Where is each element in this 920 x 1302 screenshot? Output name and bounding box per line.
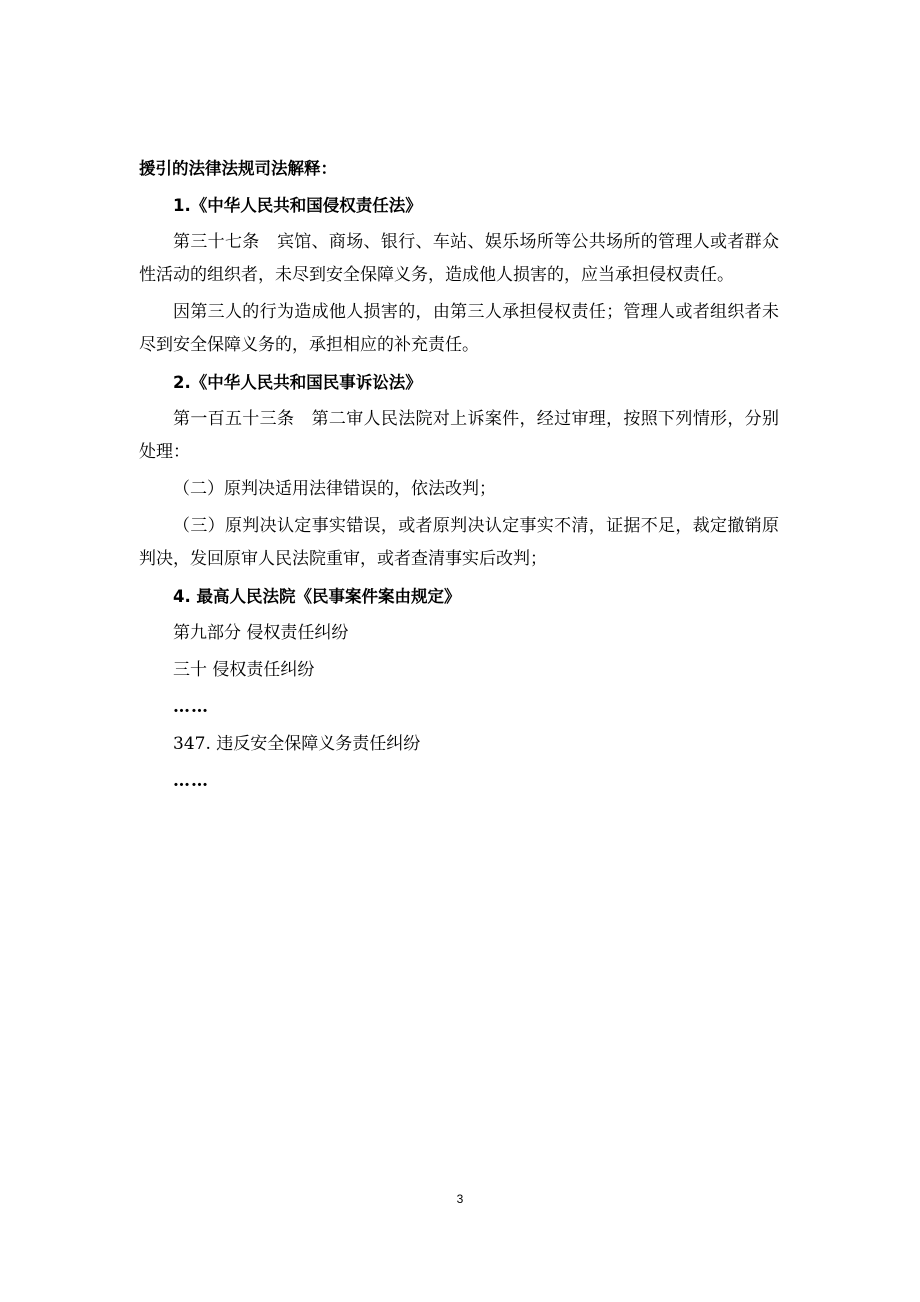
law1-article-37-para2: 因第三人的行为造成他人损害的，由第三人承担侵权责任；管理人或者组织者未尽到安全保障义务的，承担相应的补充责任。 bbox=[139, 302, 779, 355]
law4-section-30: 三十 侵权责任纠纷 bbox=[173, 660, 315, 680]
law4-ellipsis-2: …… bbox=[173, 771, 209, 791]
law2-article-153-para1: 第一百五十三条 第二审人民法院对上诉案件，经过审理，按照下列情形，分别处理： bbox=[139, 409, 779, 462]
law4-title: 4. 最高人民法院《民事案件案由规定》 bbox=[173, 587, 461, 606]
law1-article-37-para1: 第三十七条 宾馆、商场、银行、车站、娱乐场所等公共场所的管理人或者群众性活动的组织者，未尽到安全保障义务，造成他人损害的，应当承担侵权责任。 bbox=[139, 232, 779, 285]
document-body bbox=[139, 152, 779, 802]
law4-part-9: 第九部分 侵权责任纠纷 bbox=[173, 623, 349, 643]
law2-title: 2.《中华人民共和国民事诉讼法》 bbox=[173, 373, 422, 392]
law1-title: 1.《中华人民共和国侵权责任法》 bbox=[173, 196, 422, 215]
law2-article-153-item3: （三）原判决认定事实错误，或者原判决认定事实不清，证据不足，裁定撤销原判决，发回原审人民法院重审，或者查清事实后改判； bbox=[139, 516, 779, 569]
page-number: 3 bbox=[456, 1192, 464, 1206]
law4-ellipsis-1: …… bbox=[173, 697, 209, 717]
law4-item-347: 347. 违反安全保障义务责任纠纷 bbox=[173, 734, 421, 754]
section-title: 援引的法律法规司法解释： bbox=[139, 159, 337, 178]
law2-article-153-item2: （二）原判决适用法律错误的，依法改判； bbox=[173, 479, 496, 499]
